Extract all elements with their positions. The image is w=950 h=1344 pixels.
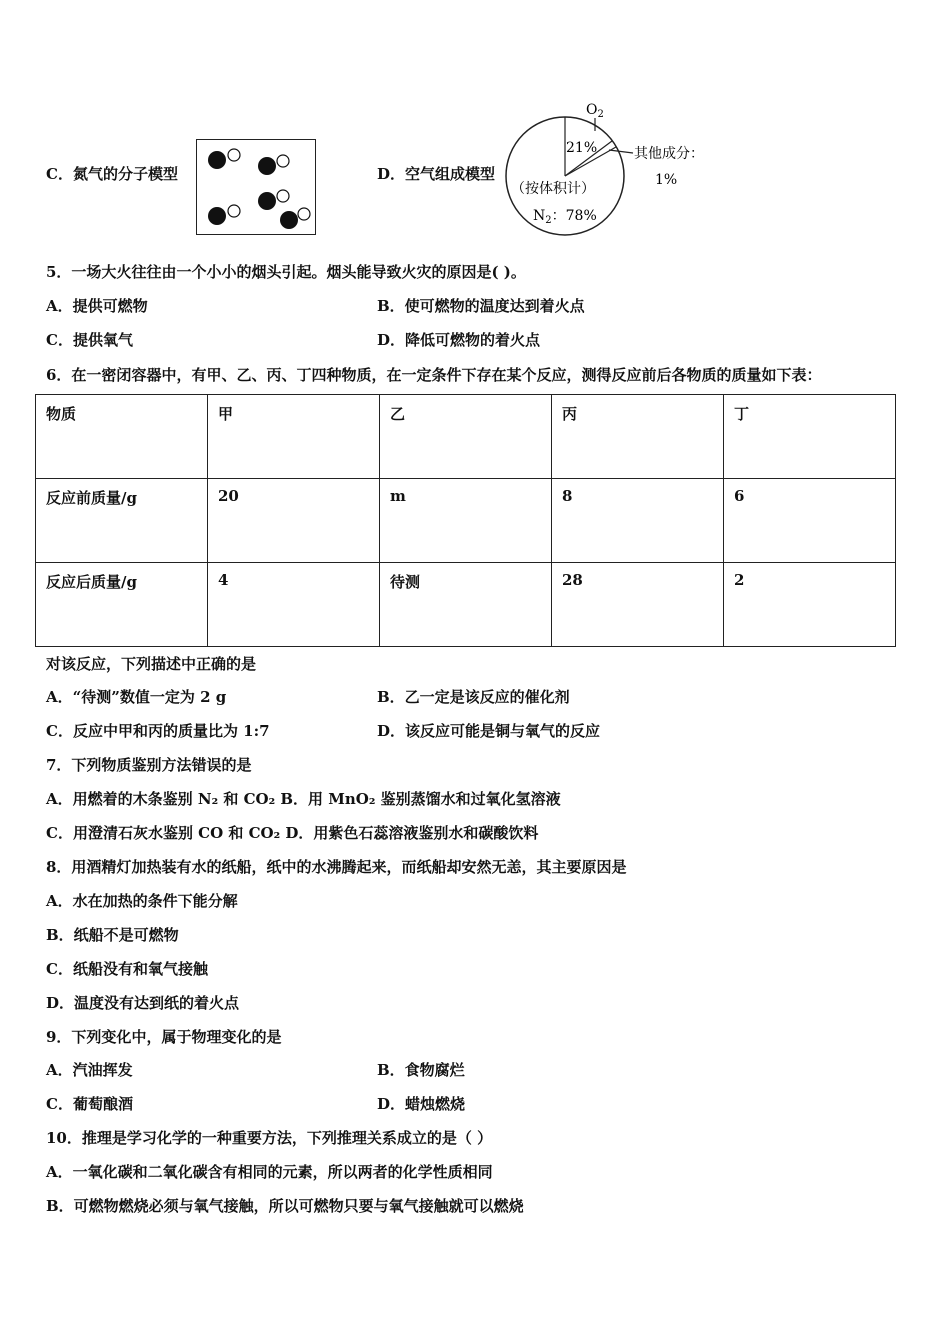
q8-option-b: B．纸船不是可燃物 [46,926,179,944]
o2-percent: 21% [566,140,598,156]
table-cell: 反应前质量/g [36,479,208,563]
q7-options-ab: A．用燃着的木条鉴别 N₂ 和 CO₂ B．用 MnO₂ 鉴别蒸馏水和过氧化氢溶液 [46,790,561,808]
q7-stem: 7．下列物质鉴别方法错误的是 [46,756,252,774]
n2-label: $N_2$：78% [533,208,597,226]
q8-option-c: C．纸船没有和氧气接触 [46,960,208,978]
table-cell: 6 [724,479,896,563]
q8-option-a: A．水在加热的条件下能分解 [46,892,238,910]
q5-option-a: A．提供可燃物 [46,297,148,315]
table-cell: m [380,479,552,563]
molecule-5 [280,208,310,229]
q6-option-b: B．乙一定是该反应的催化剂 [377,688,570,706]
table-row [36,395,896,479]
q9-option-d: D．蜡烛燃烧 [377,1095,466,1113]
q10-option-a: A．一氧化碳和二氧化碳含有相同的元素，所以两者的化学性质相同 [46,1163,493,1181]
q9-option-b: B．食物腐烂 [377,1061,465,1079]
other-label: 其他成分： [634,146,704,162]
table-cell: 20 [208,479,380,563]
q5-option-d: D．降低可燃物的着火点 [377,331,541,349]
q10-option-b: B．可燃物燃烧必须与氧气接触，所以可燃物只要与氧气接触就可以燃烧 [46,1197,524,1215]
table-cell: 待测 [380,563,552,647]
o2-label: $O_2$ [586,102,604,120]
molecule-2 [258,155,289,175]
table-cell: 8 [552,479,724,563]
q9-option-c: C．葡萄酿酒 [46,1095,133,1113]
molecule-3 [258,190,289,210]
air-composition-pie [505,98,720,247]
nitrogen-molecule-model [196,139,316,235]
table-row [36,479,896,563]
molecule-1 [208,149,240,169]
q8-option-d: D．温度没有达到纸的着火点 [46,994,240,1012]
q8-stem: 8．用酒精灯加热装有水的纸船，纸中的水沸腾起来，而纸船却安然无恙，其主要原因是 [46,858,627,876]
table-cell: 丁 [724,395,896,479]
q10-stem: 10．推理是学习化学的一种重要方法，下列推理关系成立的是（ ） [46,1129,493,1147]
q5-option-b: B．使可燃物的温度达到着火点 [377,297,585,315]
q4-option-c: C．氮气的分子模型 [46,165,178,183]
molecule-diagram [197,140,315,234]
mass-table [35,394,896,647]
q6-stem: 6．在一密闭容器中，有甲、乙、丙、丁四种物质，在一定条件下存在某个反应，测得反应前后各物质的质量如下表： [46,366,822,384]
q9-option-a: A．汽油挥发 [46,1061,133,1079]
table-cell: 乙 [380,395,552,479]
q9-stem: 9．下列变化中，属于物理变化的是 [46,1028,282,1046]
table-cell: 甲 [208,395,380,479]
table-cell: 2 [724,563,896,647]
q5-option-c: C．提供氧气 [46,331,133,349]
q6-option-d: D．该反应可能是铜与氧气的反应 [377,722,601,740]
table-row [36,563,896,647]
pie-center-note: （按体积计） [511,181,595,197]
q6-option-a: A．“待测”数值一定为 2 g [46,688,227,706]
q7-options-cd: C．用澄清石灰水鉴别 CO 和 CO₂ D．用紫色石蕊溶液鉴别水和碳酸饮料 [46,824,539,842]
table-cell: 丙 [552,395,724,479]
q6-prompt: 对该反应，下列描述中正确的是 [46,655,257,673]
molecule-4 [208,205,240,225]
q5-stem: 5．一场大火往往由一个小小的烟头引起。烟头能导致火灾的原因是( )。 [46,263,526,281]
other-percent: 1% [655,172,678,188]
q4-option-d: D．空气组成模型 [377,165,496,183]
q6-option-c: C．反应中甲和丙的质量比为 1:7 [46,722,270,740]
table-cell: 28 [552,563,724,647]
table-cell: 物质 [36,395,208,479]
table-cell: 反应后质量/g [36,563,208,647]
table-cell: 4 [208,563,380,647]
